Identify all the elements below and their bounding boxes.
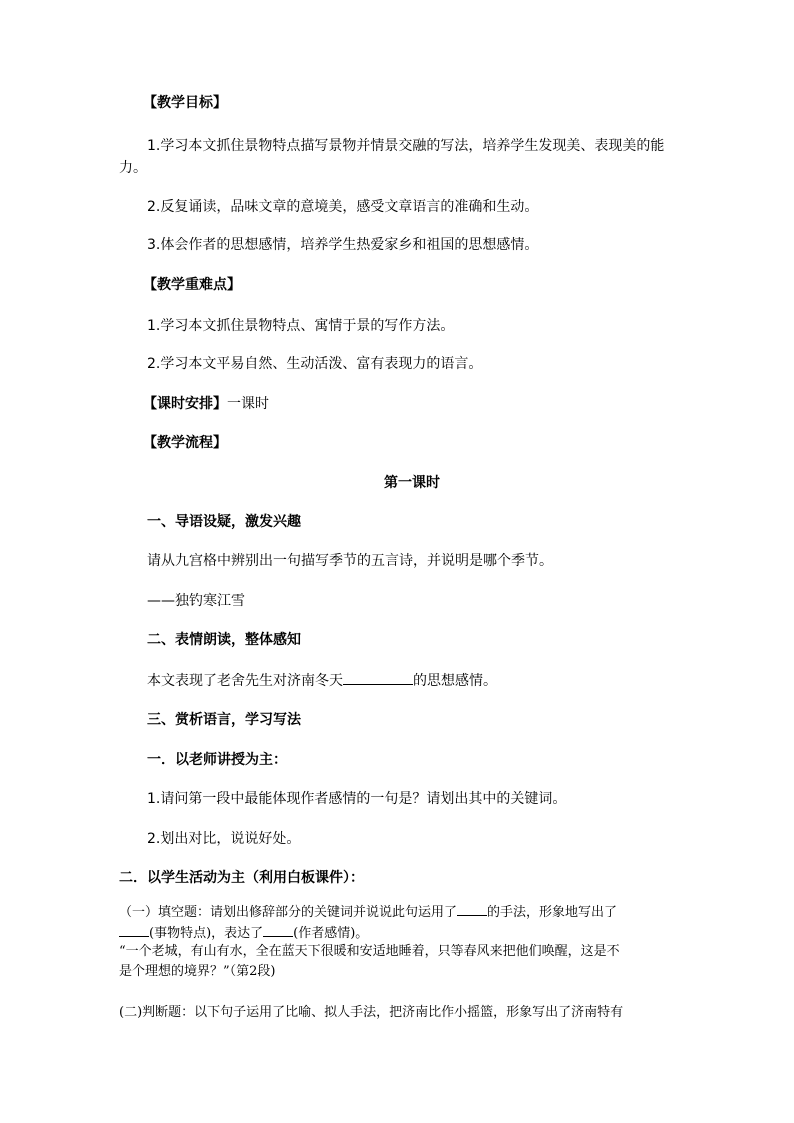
fill-question-line-1 xyxy=(119,901,617,923)
fill-blank-2 xyxy=(119,922,149,937)
schedule-line xyxy=(143,394,269,414)
objective-item-1-cont: 力。 xyxy=(119,160,147,176)
fill-blank-1 xyxy=(457,901,487,916)
judge-question-line: (二)判断题：以下句子运用了比喻、拟人手法，把济南比作小摇篮，形象写出了济南特有 xyxy=(119,1005,624,1020)
fill-text-a: （一）填空题：请划出修辞部分的关键词并说说此句运用了 xyxy=(119,905,458,920)
answer-blank xyxy=(343,670,413,685)
section-1-answer: ——独钓寒江雪 xyxy=(147,593,245,609)
fill-text-c: (事物特点)，表达了 xyxy=(149,926,264,941)
quote-line-2: 是个理想的境界？”（第2段) xyxy=(119,964,276,979)
key-points-heading: 【教学重难点】 xyxy=(143,277,241,293)
schedule-value: 一课时 xyxy=(227,396,269,412)
subsection-1-title: 一．以老师讲授为主： xyxy=(147,752,287,768)
fill-blank-3 xyxy=(263,922,293,937)
key-point-item-1: 1.学习本文抓住景物特点、寓情于景的写作方法。 xyxy=(147,318,455,334)
objective-item-1: 1.学习本文抓住景物特点描写景物并情景交融的写法，培养学生发现美、表现美的能 xyxy=(147,138,665,154)
subsection-2-title: 二．以学生活动为主（利用白板课件）： xyxy=(119,870,364,886)
section-2-title: 二、表情朗读，整体感知 xyxy=(147,632,301,648)
quote-line-1: “一个老城，有山有水，全在蓝天下很暖和安适地睡着，只等春风来把他们唤醒，这是不 xyxy=(119,944,620,959)
fill-text-d: (作者感情)。 xyxy=(293,926,369,941)
section-1-title: 一、导语设疑，激发兴趣 xyxy=(147,514,301,530)
schedule-label: 【课时安排】 xyxy=(143,396,227,412)
key-point-item-2: 2.学习本文平易自然、生动活泼、富有表现力的语言。 xyxy=(147,356,483,372)
objective-item-3: 3.体会作者的思想感情，培养学生热爱家乡和祖国的思想感情。 xyxy=(147,237,539,253)
section-3-title: 三、赏析语言，学习写法 xyxy=(147,712,301,728)
objectives-heading: 【教学目标】 xyxy=(143,95,227,111)
fill-question-line-2 xyxy=(119,922,368,944)
subsection-1-item-2: 2.划出对比，说说好处。 xyxy=(147,831,301,847)
section-1-text: 请从九宫格中辨别出一句描写季节的五言诗，并说明是哪个季节。 xyxy=(147,553,553,569)
section-2-text-before: 本文表现了老舍先生对济南冬天 xyxy=(147,673,343,689)
objective-item-2: 2.反复诵读，品味文章的意境美，感受文章语言的准确和生动。 xyxy=(147,199,539,215)
subsection-1-item-1: 1.请问第一段中最能体现作者感情的一句是？请划出其中的关键词。 xyxy=(147,791,567,807)
lesson-title: 第一课时 xyxy=(384,475,440,491)
section-2-text xyxy=(147,670,497,691)
section-2-text-after: 的思想感情。 xyxy=(413,673,497,689)
flow-heading: 【教学流程】 xyxy=(143,435,227,451)
fill-text-b: 的手法，形象地写出了 xyxy=(487,905,618,920)
